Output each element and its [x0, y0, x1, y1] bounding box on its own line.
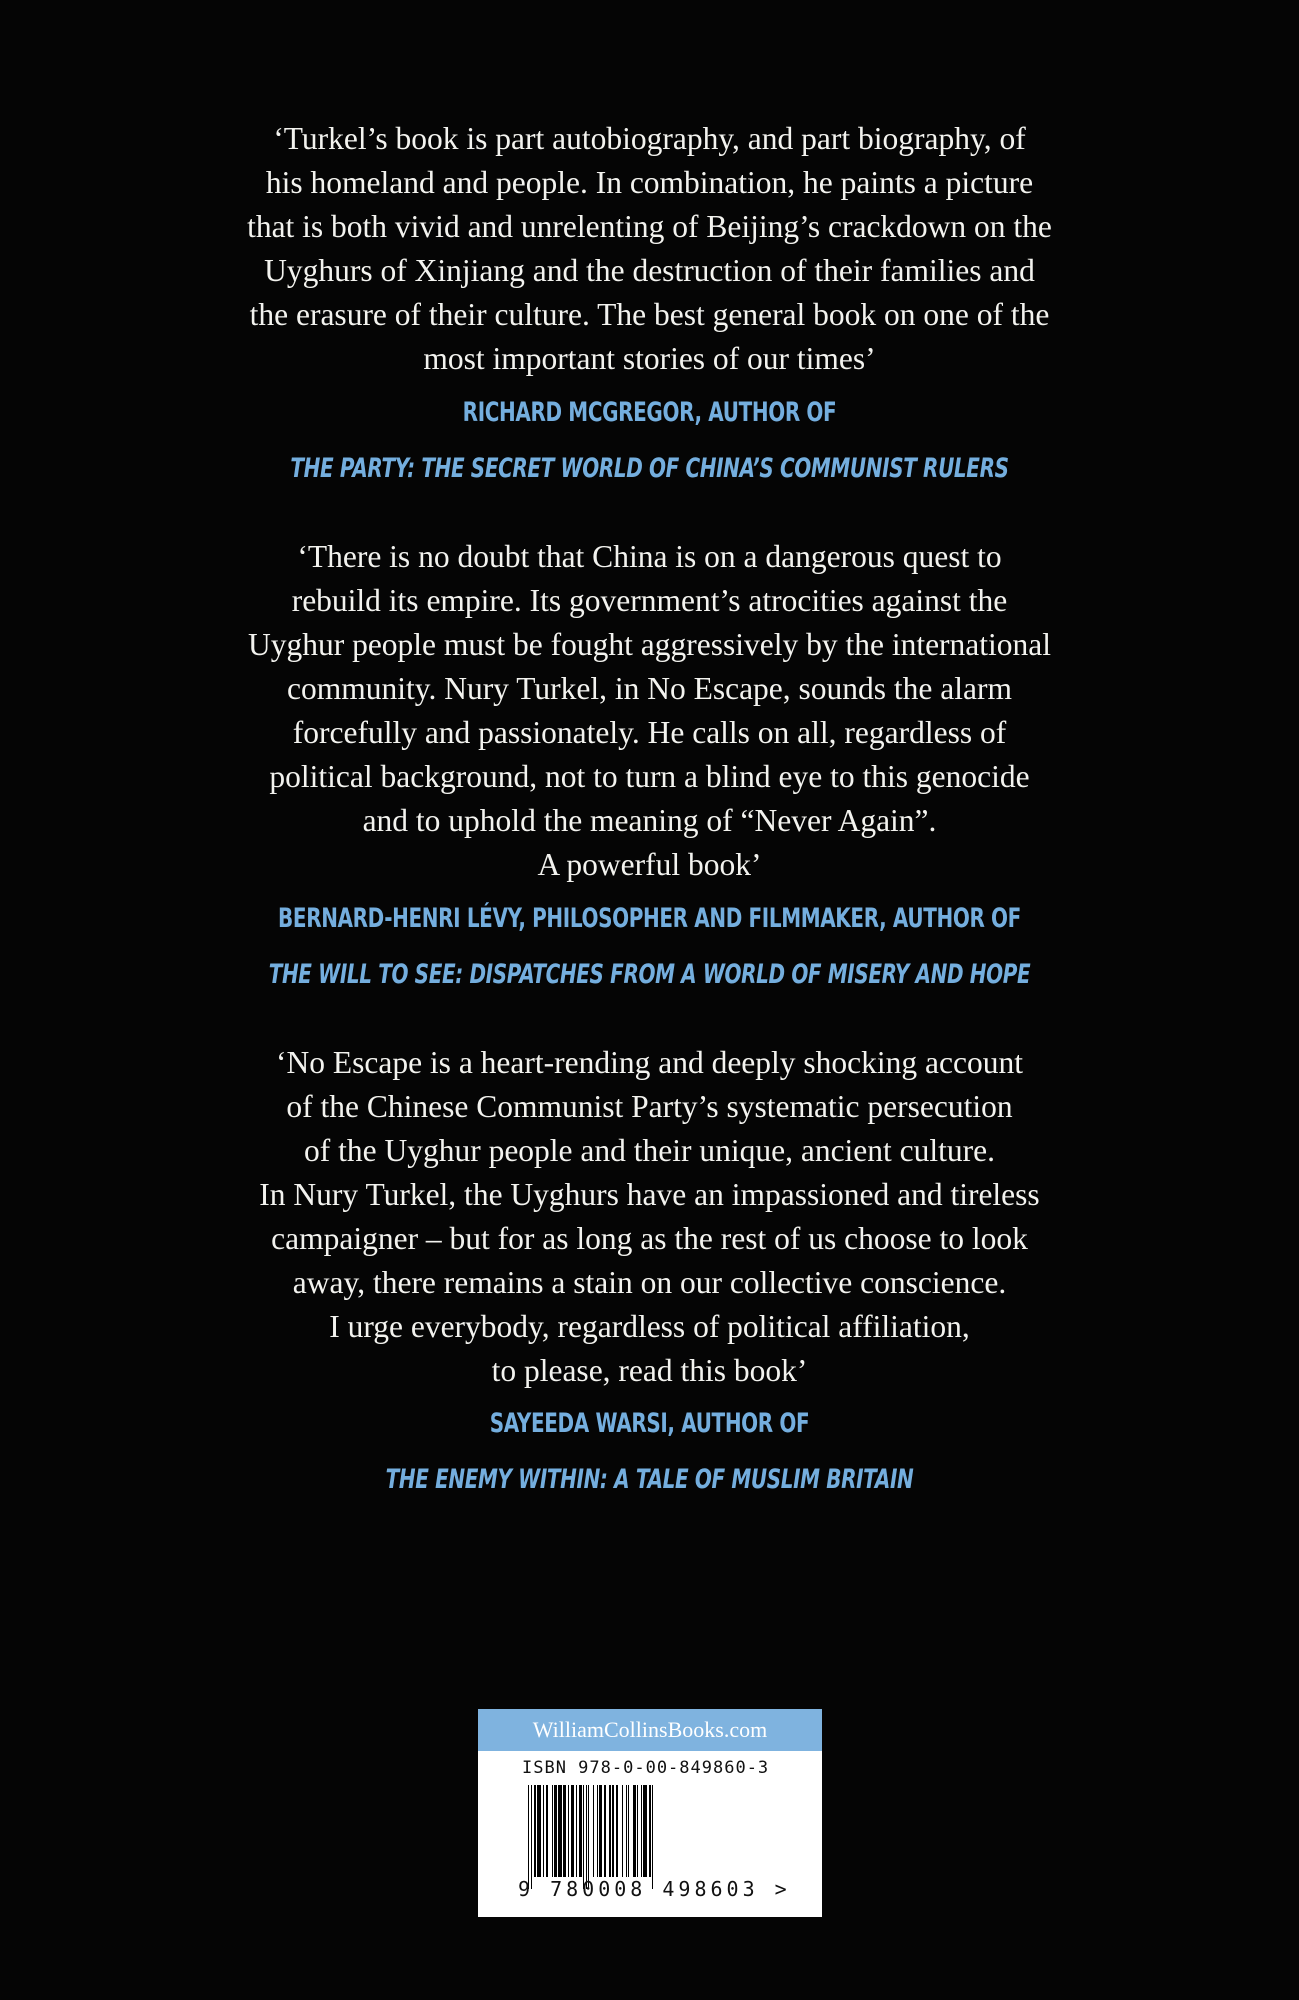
quote-line: rebuild its empire. Its government’s atrocities against the — [291, 583, 1008, 618]
quote-line: away, there remains a stain on our collective conscience. — [292, 1265, 1007, 1300]
quote-line: A powerful book’ — [537, 847, 762, 882]
quote-line: most important stories of our times’ — [423, 341, 876, 376]
publisher-website: WilliamCollinsBooks.com — [478, 1709, 822, 1751]
quote-line: ‘There is no doubt that China is on a dangerous quest to — [297, 539, 1002, 574]
quote-line: ‘Turkel’s book is part autobiography, and part biography, of — [273, 121, 1026, 156]
quote-line: political background, not to turn a blind eye to this genocide — [269, 759, 1030, 794]
quote-line: of the Uyghur people and their unique, ancient culture. — [303, 1133, 996, 1168]
attribution-book-title: THE WILL TO SEE: DISPATCHES FROM A WORLD OF MISERY AND HOPE — [268, 959, 1031, 990]
quote-line: the erasure of their culture. The best general book on one of the — [249, 297, 1050, 332]
quote-1 — [0, 117, 1299, 381]
quote-line: ‘No Escape is a heart-rending and deeply shocking account — [276, 1045, 1023, 1080]
attribution-name: RICHARD MCGREGOR, AUTHOR OF — [462, 397, 837, 428]
attribution-book-title: THE ENEMY WITHIN: A TALE OF MUSLIM BRITAIN — [385, 1464, 914, 1495]
attribution-book-title: THE PARTY: THE SECRET WORLD OF CHINA’S COMMUNIST RULERS — [290, 453, 1009, 484]
quote-line: to please, read this book’ — [491, 1353, 808, 1388]
quote-line: that is both vivid and unrelenting of Beijing’s crackdown on the — [247, 209, 1052, 244]
barcode-digits: 9 780008 498603 > — [518, 1877, 791, 1901]
barcode-box — [478, 1709, 822, 1917]
quote-line: I urge everybody, regardless of political affiliation, — [329, 1309, 970, 1344]
barcode-bar — [653, 1785, 654, 1889]
quote-line: forcefully and passionately. He calls on all, regardless of — [292, 715, 1007, 750]
attribution-2 — [0, 891, 1299, 1003]
quote-3 — [0, 1041, 1299, 1393]
quote-line: and to uphold the meaning of “Never Again”. — [362, 803, 937, 838]
isbn-label: ISBN 978-0-00-849860-3 — [522, 1758, 770, 1778]
attribution-name: BERNARD-HENRI LÉVY, PHILOSOPHER AND FILMMAKER, AUTHOR OF — [278, 903, 1021, 934]
quote-line: Uyghurs of Xinjiang and the destruction of their families and — [264, 253, 1035, 288]
attribution-name: SAYEEDA WARSI, AUTHOR OF — [489, 1408, 810, 1439]
attribution-1 — [0, 385, 1299, 497]
quote-line: Uyghur people must be fought aggressively by the international — [247, 627, 1052, 662]
quote-2 — [0, 535, 1299, 887]
quote-line: his homeland and people. In combination, he paints a picture — [265, 165, 1034, 200]
quote-line: In Nury Turkel, the Uyghurs have an impassioned and tireless — [259, 1177, 1040, 1212]
quote-line: community. Nury Turkel, in No Escape, sounds the alarm — [287, 671, 1012, 706]
attribution-3 — [0, 1396, 1299, 1508]
barcode-bars — [528, 1785, 778, 1890]
quote-line: of the Chinese Communist Party’s systematic persecution — [286, 1089, 1013, 1124]
quote-line: campaigner – but for as long as the rest of us choose to look — [271, 1221, 1028, 1256]
